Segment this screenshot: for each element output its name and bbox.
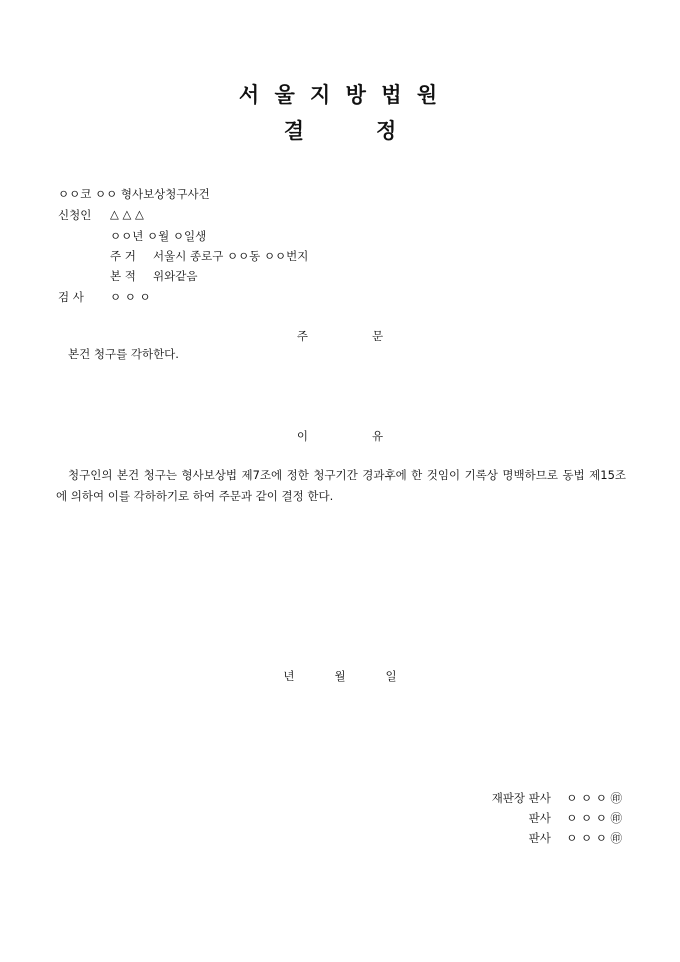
signature-presiding-judge bbox=[492, 790, 622, 806]
address-label: 주 거 bbox=[110, 249, 136, 263]
date-month: 월 bbox=[334, 669, 346, 683]
prosecutor-label: 검 사 bbox=[58, 290, 84, 304]
document-title-char-2: 정 bbox=[376, 118, 397, 143]
order-heading-char-1: 주 bbox=[296, 329, 308, 343]
signature-title: 재판장 판사 bbox=[491, 791, 551, 805]
date-day: 일 bbox=[385, 669, 397, 683]
signature-judge-2 bbox=[529, 830, 622, 846]
domicile-value: 위와같음 bbox=[153, 269, 198, 283]
domicile-label: 본 적 bbox=[110, 269, 136, 283]
reason-heading-char-2: 유 bbox=[372, 429, 384, 443]
reason-heading-char-1: 이 bbox=[296, 429, 308, 443]
court-name: 서 울 지 방 법 원 bbox=[238, 82, 442, 107]
signature-name: ㅇ ㅇ ㅇ bbox=[566, 831, 607, 845]
date-year: 년 bbox=[283, 669, 295, 683]
signature-judge-1 bbox=[529, 810, 622, 826]
signature-title: 판사 bbox=[528, 811, 551, 825]
reason-text: 청구인의 본건 청구는 형사보상법 제7조에 정한 청구기간 경과후에 한 것임이 기록상 명백하므로 동법 제15조에 의하여 이를 각하하기로 하여 주문과 같이 결정 한다. bbox=[56, 468, 626, 503]
document-title-char-1: 결 bbox=[283, 118, 304, 143]
applicant-label: 신청인 bbox=[58, 208, 92, 222]
order-heading-char-2: 문 bbox=[372, 329, 384, 343]
decision-date bbox=[0, 668, 680, 684]
reason-heading bbox=[0, 428, 680, 444]
signature-name: ㅇ ㅇ ㅇ bbox=[566, 811, 607, 825]
case-line: ㅇㅇ코 ㅇㅇ 형사보상청구사건 bbox=[58, 187, 210, 201]
document-title bbox=[0, 115, 680, 145]
seal-icon: ㊞ bbox=[610, 811, 622, 825]
applicant-birth: ㅇㅇ년 ㅇ월 ㅇ일생 bbox=[110, 229, 207, 243]
signature-name: ㅇ ㅇ ㅇ bbox=[566, 791, 607, 805]
address-value: 서울시 종로구 ㅇㅇ동 ㅇㅇ번지 bbox=[153, 249, 309, 263]
signature-title: 판사 bbox=[528, 831, 551, 845]
prosecutor-name: ㅇ ㅇ ㅇ bbox=[110, 290, 151, 304]
seal-icon: ㊞ bbox=[610, 831, 622, 845]
applicant-name: △ △ △ bbox=[110, 207, 144, 221]
order-text: 본건 청구를 각하한다. bbox=[68, 347, 179, 361]
seal-icon: ㊞ bbox=[610, 791, 622, 805]
order-heading bbox=[0, 328, 680, 344]
